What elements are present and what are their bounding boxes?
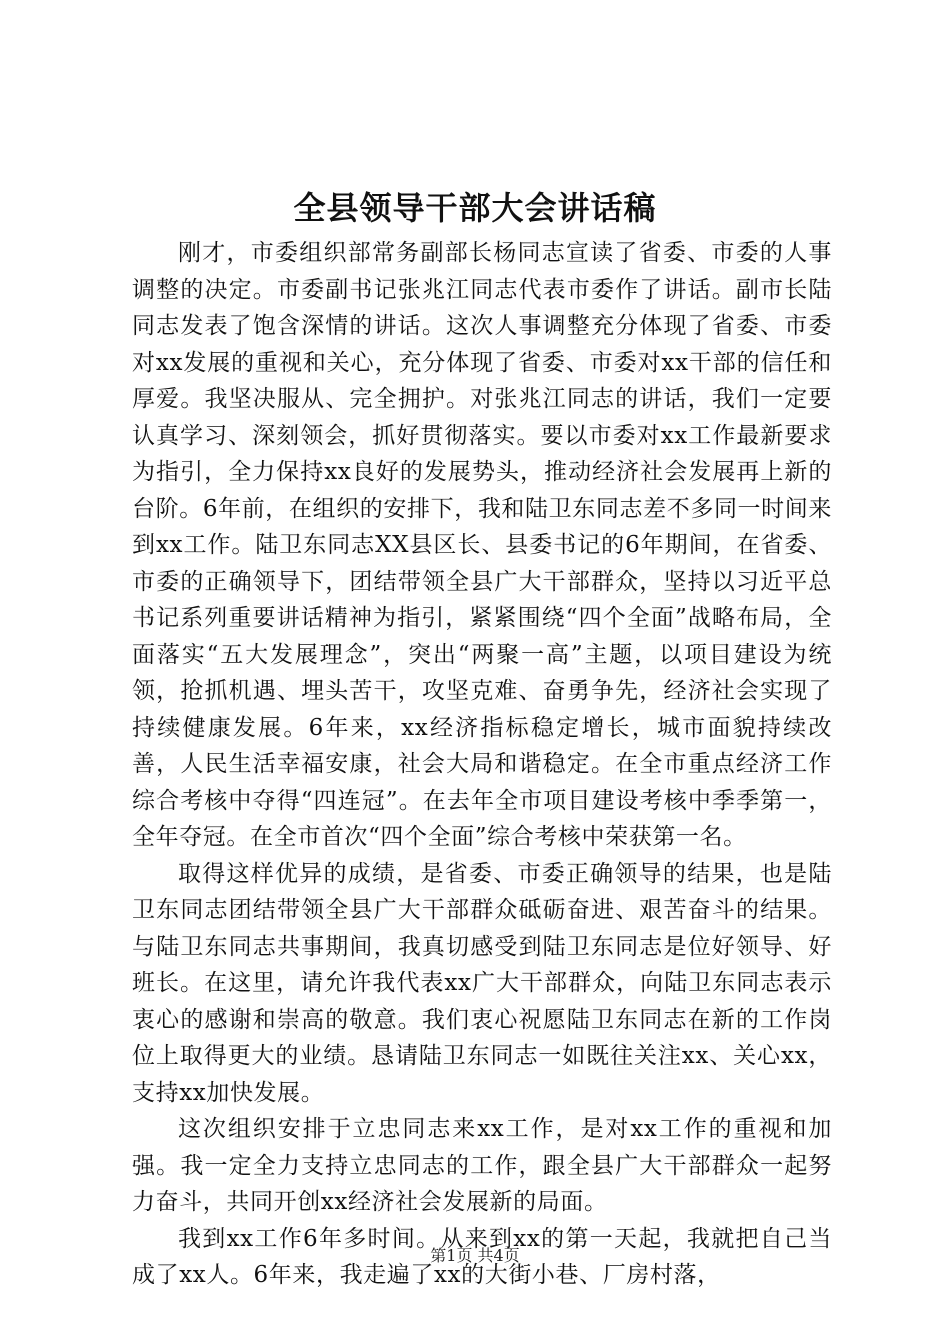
paragraph: 刚才，市委组织部常务副部长杨同志宣读了省委、市委的人事调整的决定。市委副书记张兆江同志代表市委作了讲话。副市长陆同志发表了饱含深情的讲话。这次人事调整充分体现了省委、市委对xx发展的重视和关心，充分体现了省委、市委对xx干部的信任和厚爱。我坚决服从、完全拥护。对张兆江同志的讲话，我们一定要认真学习、深刻领会，抓好贯彻落实。要以市委对xx工作最新要求为指引，全力保持xx良好的发展势头，推动经济社会发展再上新的台阶。6年前，在组织的安排下，我和陆卫东同志差不多同一时间来到xx工作。陆卫东同志XX县区长、县委书记的6年期间，在省委、市委的正确领导下，团结带领全县广大干部群众，坚持以习近平总书记系列重要讲话精神为指引，紧紧围绕“四个全面”战略布局，全面落实“五大发展理念”，突出“两聚一高”主题，以项目建设为统领，抢抓机遇、埋头苦干，攻坚克难、奋勇争先，经济社会实现了持续健康发展。6年来，xx经济指标稳定增长，城市面貌持续改善，人民生活幸福安康，社会大局和谐稳定。在全市重点经济工作综合考核中夺得“四连冠”。在去年全市项目建设考核中季季第一，全年夺冠。在全市首次“四个全面”综合考核中荣获第一名。 (132, 240, 832, 850)
paragraph: 这次组织安排于立忠同志来xx工作，是对xx工作的重视和加强。我一定全力支持立忠同志的工作，跟全县广大干部群众一起努力奋斗，共同开创xx经济社会发展新的局面。 (132, 1116, 832, 1215)
document-body (132, 235, 832, 1294)
paragraph: 取得这样优异的成绩，是省委、市委正确领导的结果，也是陆卫东同志团结带领全县广大干部群众砥砺奋进、艰苦奋斗的结果。与陆卫东同志共事期间，我真切感受到陆卫东同志是位好领导、好班长。在这里，请允许我代表xx广大干部群众，向陆卫东同志表示衷心的感谢和崇高的敬意。我们衷心祝愿陆卫东同志在新的工作岗位上取得更大的业绩。恳请陆卫东同志一如既往关注xx、关心xx，支持xx加快发展。 (132, 860, 832, 1106)
document-title: 全县领导干部大会讲话稿 (293, 189, 657, 227)
page-footer: 第1页 共4页 (430, 1246, 520, 1265)
paragraph: 我到xx工作6年多时间。从来到xx的第一天起，我就把自己当成了xx人。6年来，我走遍了xx的大街小巷、厂房村落， (132, 1225, 832, 1288)
